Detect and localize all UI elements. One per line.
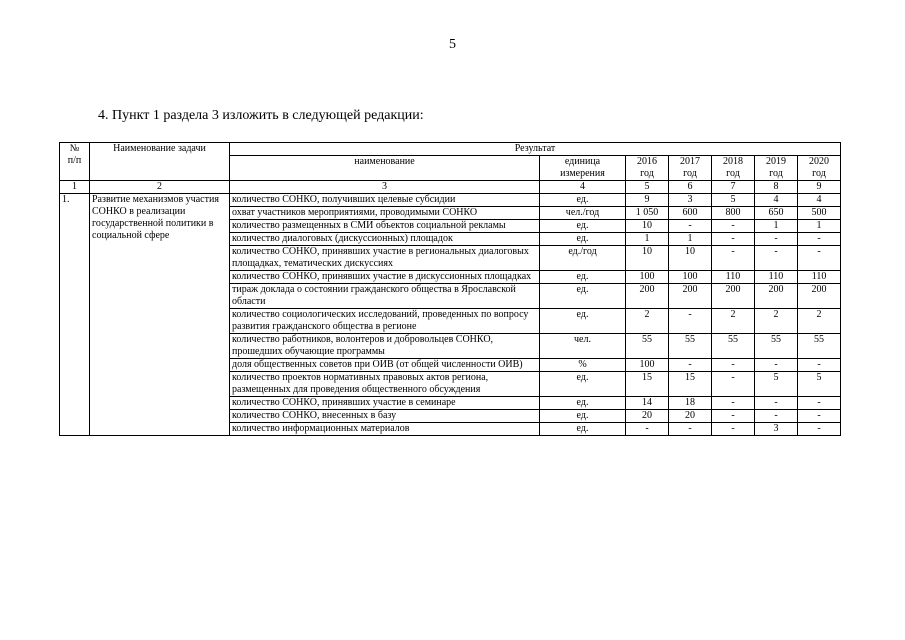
indicator-value: -: [755, 397, 798, 410]
indicator-value: 2: [798, 309, 841, 334]
indicator-value: -: [669, 359, 712, 372]
indicator-value: 55: [755, 334, 798, 359]
indicator-name: количество СОНКО, принявших участие в региональных диалоговых площадках, тематических дискуссиях: [230, 246, 540, 271]
column-number: 7: [712, 181, 755, 194]
indicator-value: -: [755, 246, 798, 271]
indicator-value: 110: [755, 271, 798, 284]
indicator-name: количество СОНКО, принявших участие в семинаре: [230, 397, 540, 410]
indicator-value: 15: [669, 372, 712, 397]
indicator-value: 5: [798, 372, 841, 397]
indicator-unit: ед.: [540, 284, 626, 309]
indicator-unit: %: [540, 359, 626, 372]
indicator-unit: ед.: [540, 410, 626, 423]
column-number: 5: [626, 181, 669, 194]
header-year-2018: 2018 год: [712, 156, 755, 181]
column-number: 3: [230, 181, 540, 194]
indicator-name: количество размещенных в СМИ объектов социальной рекламы: [230, 220, 540, 233]
indicator-value: -: [712, 372, 755, 397]
indicator-name: количество работников, волонтеров и добровольцев СОНКО, прошедших обучающие программы: [230, 334, 540, 359]
indicator-value: 800: [712, 207, 755, 220]
indicator-value: 200: [669, 284, 712, 309]
indicator-unit: ед./год: [540, 246, 626, 271]
indicator-unit: ед.: [540, 233, 626, 246]
indicator-value: 200: [712, 284, 755, 309]
column-number: 2: [90, 181, 230, 194]
indicator-unit: ед.: [540, 271, 626, 284]
indicator-name: количество СОНКО, внесенных в базу: [230, 410, 540, 423]
page-number: 5: [449, 37, 456, 52]
indicator-name: количество проектов нормативных правовых актов региона, размещенных для проведения общественного обсуждения: [230, 372, 540, 397]
indicator-value: 20: [669, 410, 712, 423]
indicator-value: -: [798, 246, 841, 271]
task-number: 1.: [60, 194, 90, 436]
indicator-value: 100: [626, 359, 669, 372]
indicator-value: -: [669, 309, 712, 334]
indicator-value: 55: [669, 334, 712, 359]
task-name: Развитие механизмов участия СОНКО в реализации государственной политики в социальной сфере: [90, 194, 230, 436]
indicator-value: -: [712, 423, 755, 436]
indicator-unit: чел./год: [540, 207, 626, 220]
indicator-value: -: [798, 423, 841, 436]
column-number-row: [60, 181, 841, 194]
indicator-value: 10: [626, 246, 669, 271]
indicator-value: 10: [669, 246, 712, 271]
indicator-value: 4: [755, 194, 798, 207]
indicator-value: -: [755, 410, 798, 423]
indicator-value: -: [712, 233, 755, 246]
indicator-unit: ед.: [540, 309, 626, 334]
indicator-value: -: [798, 397, 841, 410]
indicator-value: -: [669, 423, 712, 436]
indicator-unit: ед.: [540, 397, 626, 410]
indicator-unit: ед.: [540, 194, 626, 207]
indicator-value: 15: [626, 372, 669, 397]
indicator-value: 100: [669, 271, 712, 284]
indicator-value: 200: [798, 284, 841, 309]
indicator-value: 1: [755, 220, 798, 233]
indicator-value: 20: [626, 410, 669, 423]
header-year-2016: 2016 год: [626, 156, 669, 181]
indicator-value: 1: [626, 233, 669, 246]
indicator-value: -: [798, 359, 841, 372]
indicator-value: -: [626, 423, 669, 436]
header-year-2017: 2017 год: [669, 156, 712, 181]
indicator-value: 200: [626, 284, 669, 309]
indicator-unit: чел.: [540, 334, 626, 359]
indicator-name: количество СОНКО, принявших участие в дискуссионных площадках: [230, 271, 540, 284]
indicator-name: количество информационных материалов: [230, 423, 540, 436]
column-number: 1: [60, 181, 90, 194]
indicator-value: 4: [798, 194, 841, 207]
indicator-unit: ед.: [540, 372, 626, 397]
indicator-value: -: [798, 410, 841, 423]
indicator-value: 110: [798, 271, 841, 284]
header-row-1: [60, 143, 841, 156]
indicator-value: -: [798, 233, 841, 246]
indicator-name: количество диалоговых (дискуссионных) площадок: [230, 233, 540, 246]
indicator-value: 55: [712, 334, 755, 359]
indicator-value: 650: [755, 207, 798, 220]
table-row: [60, 194, 841, 207]
column-number: 9: [798, 181, 841, 194]
header-name: наименование: [230, 156, 540, 181]
indicator-value: -: [712, 397, 755, 410]
indicator-unit: ед.: [540, 220, 626, 233]
indicator-name: количество СОНКО, получивших целевые субсидии: [230, 194, 540, 207]
header-year-2020: 2020 год: [798, 156, 841, 181]
indicator-value: 2: [712, 309, 755, 334]
indicator-value: 1: [669, 233, 712, 246]
indicator-value: 1: [798, 220, 841, 233]
column-number: 6: [669, 181, 712, 194]
indicator-name: доля общественных советов при ОИВ (от общей численности ОИВ): [230, 359, 540, 372]
indicator-value: -: [669, 220, 712, 233]
section-heading: 4. Пункт 1 раздела 3 изложить в следующей редакции:: [98, 108, 424, 123]
header-unit: единица измерения: [540, 156, 626, 181]
indicator-value: -: [712, 410, 755, 423]
header-result: Результат: [230, 143, 841, 156]
indicator-value: 18: [669, 397, 712, 410]
header-task: Наименование задачи: [90, 143, 230, 181]
indicator-value: 2: [755, 309, 798, 334]
indicator-value: 110: [712, 271, 755, 284]
indicator-value: -: [712, 246, 755, 271]
indicator-value: 10: [626, 220, 669, 233]
column-number: 8: [755, 181, 798, 194]
indicator-value: -: [712, 220, 755, 233]
indicator-value: 1 050: [626, 207, 669, 220]
indicator-value: 5: [755, 372, 798, 397]
indicator-unit: ед.: [540, 423, 626, 436]
indicator-value: 100: [626, 271, 669, 284]
header-number: № п/п: [60, 143, 90, 181]
indicator-value: -: [712, 359, 755, 372]
indicator-value: 3: [755, 423, 798, 436]
table-body: [60, 143, 841, 436]
indicator-name: количество социологических исследований, проведенных по вопросу развития гражданского общества в регионе: [230, 309, 540, 334]
indicator-value: 55: [798, 334, 841, 359]
indicator-value: 600: [669, 207, 712, 220]
indicator-value: 14: [626, 397, 669, 410]
indicator-value: 9: [626, 194, 669, 207]
indicator-value: 3: [669, 194, 712, 207]
indicator-value: 2: [626, 309, 669, 334]
indicator-value: -: [755, 233, 798, 246]
header-year-2019: 2019 год: [755, 156, 798, 181]
results-table: [59, 142, 841, 436]
column-number: 4: [540, 181, 626, 194]
indicator-name: тираж доклада о состоянии гражданского общества в Ярославской области: [230, 284, 540, 309]
indicator-value: 5: [712, 194, 755, 207]
indicator-name: охват участников мероприятиями, проводимыми СОНКО: [230, 207, 540, 220]
indicator-value: 55: [626, 334, 669, 359]
indicator-value: -: [755, 359, 798, 372]
indicator-value: 500: [798, 207, 841, 220]
indicator-value: 200: [755, 284, 798, 309]
